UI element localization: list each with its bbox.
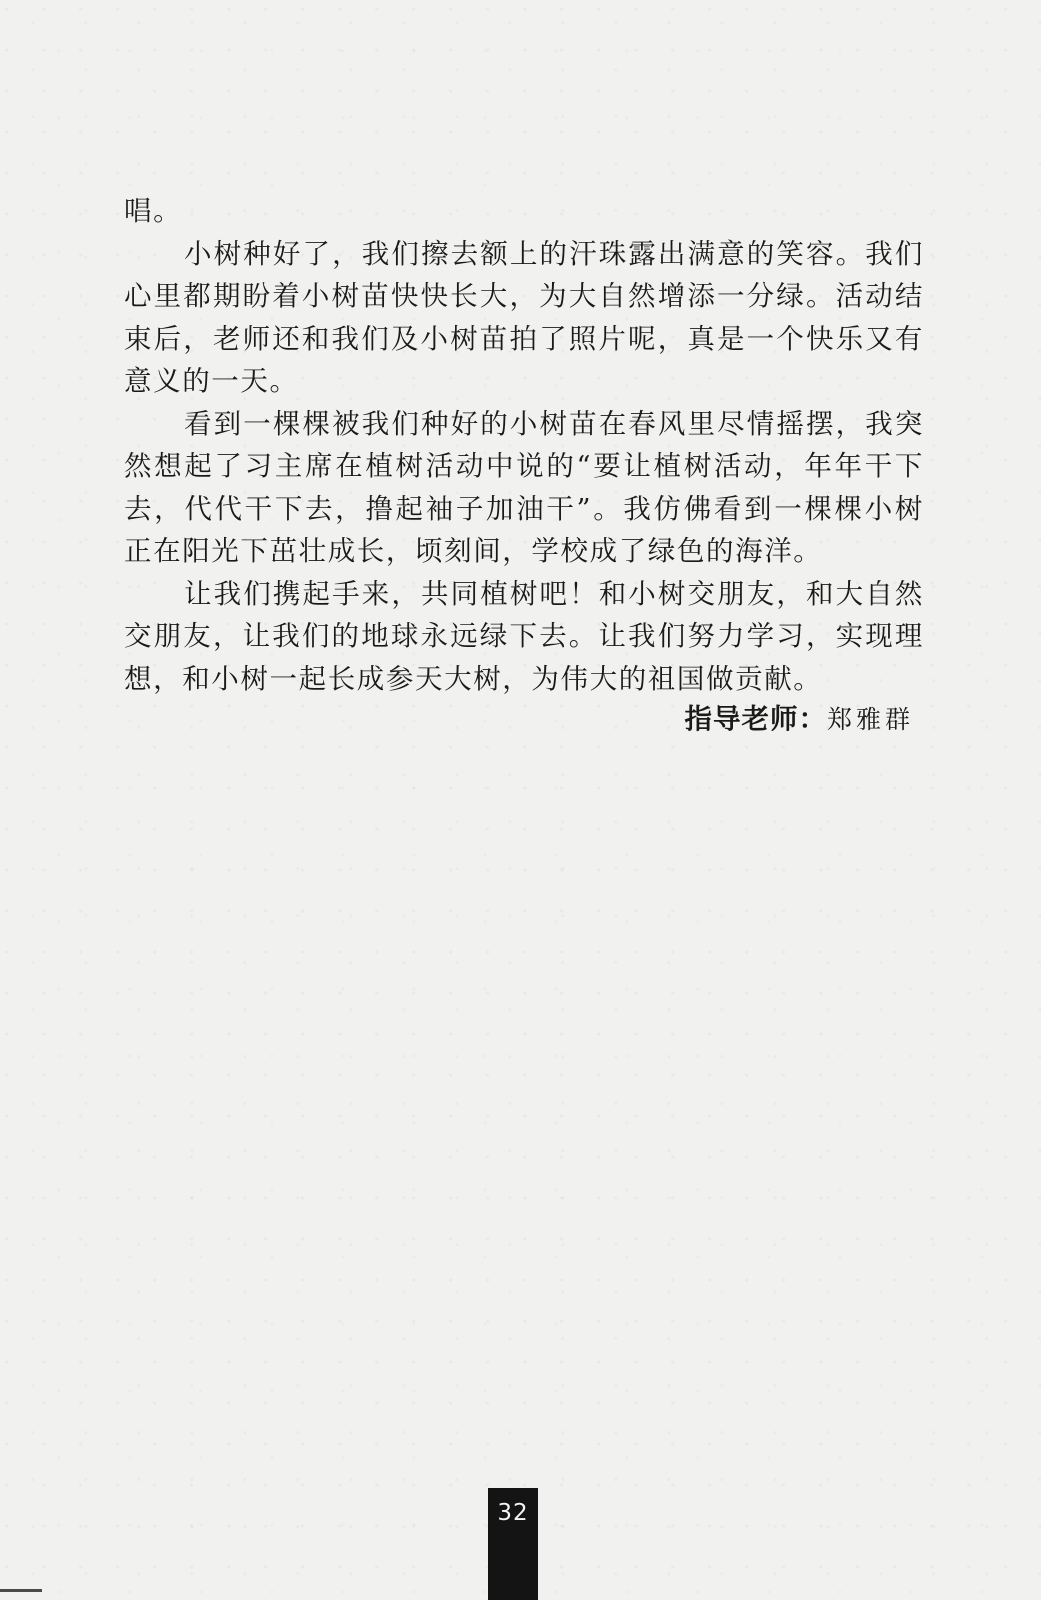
article-body [124, 190, 924, 741]
paragraph-call-to-action: 让我们携起手来，共同植树吧！和小树交朋友，和大自然交朋友，让我们的地球永远绿下去。让我们努力学习，实现理想，和小树一起长成参天大树，为伟大的祖国做贡献。 [124, 577, 924, 695]
signature-label: 指导老师： [684, 703, 827, 735]
page-number-tab [488, 1488, 538, 1600]
signature-name: 郑雅群 [826, 705, 914, 734]
page-number: 32 [497, 1500, 529, 1526]
scan-edge-mark [0, 1589, 42, 1592]
paragraph-tree-planted: 小树种好了，我们擦去额上的汗珠露出满意的笑容。我们心里都期盼着小树苗快快长大，为大自然增添一分绿。活动结束后，老师还和我们及小树苗拍了照片呢，真是一个快乐又有意义的一天。 [124, 237, 924, 397]
teacher-signature [124, 698, 924, 741]
paragraph-reflection: 看到一棵棵被我们种好的小树苗在春风里尽情摇摆，我突然想起了习主席在植树活动中说的“要让植树活动，年年干下去，代代干下去，撸起袖子加油干”。我仿佛看到一棵棵小树正在阳光下茁壮成长，顷刻间，学校成了绿色的海洋。 [124, 407, 924, 567]
paragraph-continued: 唱。 [124, 195, 183, 227]
